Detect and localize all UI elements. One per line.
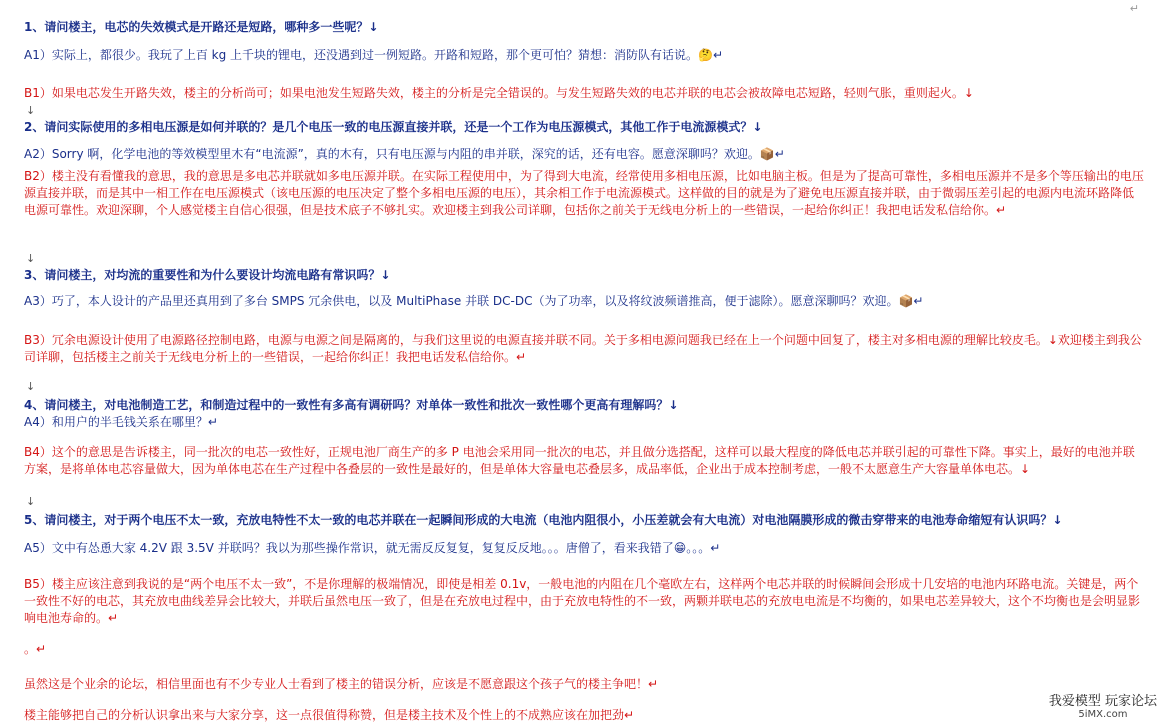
reply-paragraph: B2）楼主没有看懂我的意思，我的意思是多电芯并联就如多电压源并联。在实际工程使用中，为了得到大电流，经常使用多相电压源，比如电脑主板。但是为了提高可靠性，多相电压源并不是多个等压输出的电压源直接并联，而是其中一相工作在电压源模式（该电压源的电压决定了整个多相电压源的电压），其余相工作于电流源模式。这样做的目的就是为了避免电压源直接并联，由于微弱压差引起的电源内电流环路降低电源可靠性。欢迎深聊，个人感觉楼主自信心很强，但是技术底子不够扎实。欢迎楼主到我公司详聊，包括你之前关于无线电分析上的一些错误，一起给你纠正！我把电话发私信给你。↵ — [24, 169, 1144, 217]
reply-paragraph: 楼主能够把自己的分析认识拿出来与大家分享，这一点很值得称赞，但是楼主技术及个性上的不成熟应该在加把劲↵ — [24, 708, 635, 722]
reply-paragraph: 。↵ — [24, 642, 47, 656]
answer-paragraph: A4）和用户的半毛钱关系在哪里？↵ — [24, 415, 218, 429]
line-break-mark: ↓ — [26, 380, 36, 393]
question-paragraph: 5、请问楼主，对于两个电压不太一致，充放电特性不太一致的电芯并联在一起瞬间形成的大电流（电池内阻很小，小压差就会有大电流）对电池隔膜形成的微击穿带来的电池寿命缩短有认识吗？↓ — [24, 513, 1063, 527]
reply-paragraph: 虽然这是个业余的论坛，相信里面也有不少专业人士看到了楼主的错误分析，应该是不愿意跟这个孩子气的楼主争吧！↵ — [24, 677, 659, 691]
question-paragraph: 1、请问楼主，电芯的失效模式是开路还是短路，哪种多一些呢？↓ — [24, 20, 379, 34]
paragraph-mark: ↵ — [1129, 2, 1139, 15]
line-break-mark: ↓ — [26, 252, 36, 265]
line-break-mark: ↓ — [26, 495, 36, 508]
answer-paragraph: A3）巧了，本人设计的产品里还真用到了多台 SMPS 冗余供电，以及 MultiPhase 并联 DC-DC（为了功率，以及将纹波频谱推高，便于滤除）。愿意深聊吗？欢迎。📦↵ — [24, 294, 924, 308]
watermark-logo — [1045, 688, 1161, 722]
watermark-title: 我爱模型 玩家论坛 — [1048, 694, 1157, 709]
reply-paragraph: B3）冗余电源设计使用了电源路径控制电路，电源与电源之间是隔离的，与我们这里说的电源直接并联不同。关于多相电源问题我已经在上一个问题中回复了，楼主对多相电源的理解比较皮毛。↓欢迎楼主到我公司详聊，包括楼主之前关于无线电分析上的一些错误，一起给你纠正！我把电话发私信给你。↵ — [24, 333, 1142, 364]
line-break-mark: ↓ — [26, 104, 36, 117]
reply-paragraph: B5）楼主应该注意到我说的是“两个电压不太一致”，不是你理解的极端情况，即使是相差 0.1v，一般电池的内阻在几个毫欧左右，这样两个电芯并联的时候瞬间会形成十几安培的电池内环路电流。关键是，两个一致性不好的电芯，其充放电曲线差异会比较大，并联后虽然电压一致了，但是在充放电过程中，由于充放电特性的不一致，两颗并联电芯的充放电电流是不均衡的，如果电芯差异较大，这个不均衡也是会明显影响电池寿命的。↵ — [24, 577, 1141, 625]
reply-paragraph: B1）如果电芯发生开路失效，楼主的分析尚可；如果电池发生短路失效，楼主的分析是完全错误的。与发生短路失效的电芯并联的电芯会被故障电芯短路，轻则气胀，重则起火。↓ — [24, 86, 974, 100]
question-paragraph: 2、请问实际使用的多相电压源是如何并联的？是几个电压一致的电压源直接并联，还是一个工作为电压源模式，其他工作于电流源模式？↓ — [24, 120, 763, 134]
answer-paragraph: A2）Sorry 啊，化学电池的等效模型里木有“电流源”，真的木有，只有电压源与内阻的串并联，深究的话，还有电容。愿意深聊吗？欢迎。📦↵ — [24, 147, 785, 161]
question-paragraph: 4、请问楼主，对电池制造工艺，和制造过程中的一致性有多高有调研吗？对单体一致性和批次一致性哪个更高有理解吗？↓ — [24, 398, 679, 412]
answer-paragraph: A1）实际上，都很少。我玩了上百 kg 上千块的锂电，还没遇到过一例短路。开路和短路，那个更可怕？猜想：消防队有话说。🤔↵ — [24, 48, 724, 62]
watermark-url: 5iMX.com — [1078, 709, 1128, 720]
question-paragraph: 3、请问楼主，对均流的重要性和为什么要设计均流电路有常识吗？↓ — [24, 268, 391, 282]
reply-paragraph: B4）这个的意思是告诉楼主，同一批次的电芯一致性好，正规电池厂商生产的多 P 电池会采用同一批次的电芯，并且做分选搭配，这样可以最大程度的降低电芯并联引起的可靠性下降。事实上，最好的电池并联方案，是将单体电芯容量做大，因为单体电芯在生产过程中各叠层的一致性是最好的，但是单体大容量电芯叠层多，成品率低，企业出于成本控制考虑，一般不太愿意生产大容量单体电芯。↓ — [24, 445, 1135, 476]
answer-paragraph: A5）文中有怂恿大家 4.2V 跟 3.5V 并联吗？我以为那些操作常识，就无需反反复复，复复反反地。。。唐僧了，看来我错了😁。。。↵ — [24, 541, 721, 555]
